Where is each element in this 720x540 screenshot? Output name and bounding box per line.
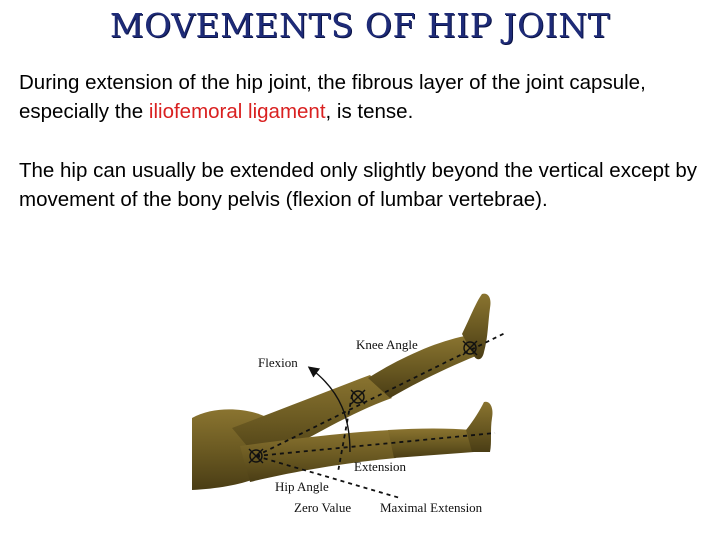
extension-label: Extension xyxy=(354,459,406,474)
hip-angle-label: Hip Angle xyxy=(275,479,329,494)
zero-value-label: Zero Value xyxy=(294,500,352,515)
page-title: MOVEMENTS OF HIP JOINT xyxy=(109,6,611,45)
extended-foot-shape xyxy=(466,402,493,452)
paragraph-text-before: During extension of the hip joint, the fibrous layer of the joint capsule, especially the xyxy=(19,71,646,123)
paragraph-text-after: , is tense. xyxy=(325,100,414,123)
extended-lower-leg-shape xyxy=(388,429,474,459)
knee-angle-label: Knee Angle xyxy=(356,337,418,352)
iliofemoral-ligament-highlight: iliofemoral ligament xyxy=(148,100,326,123)
flexion-label: Flexion xyxy=(258,355,298,370)
maximal-extension-label: Maximal Extension xyxy=(380,500,483,515)
paragraph-hip-vertical: The hip can usually be extended only slightly beyond the vertical except by movement of the bony pelvis (flexion of lumbar vertebrae). xyxy=(19,159,698,211)
